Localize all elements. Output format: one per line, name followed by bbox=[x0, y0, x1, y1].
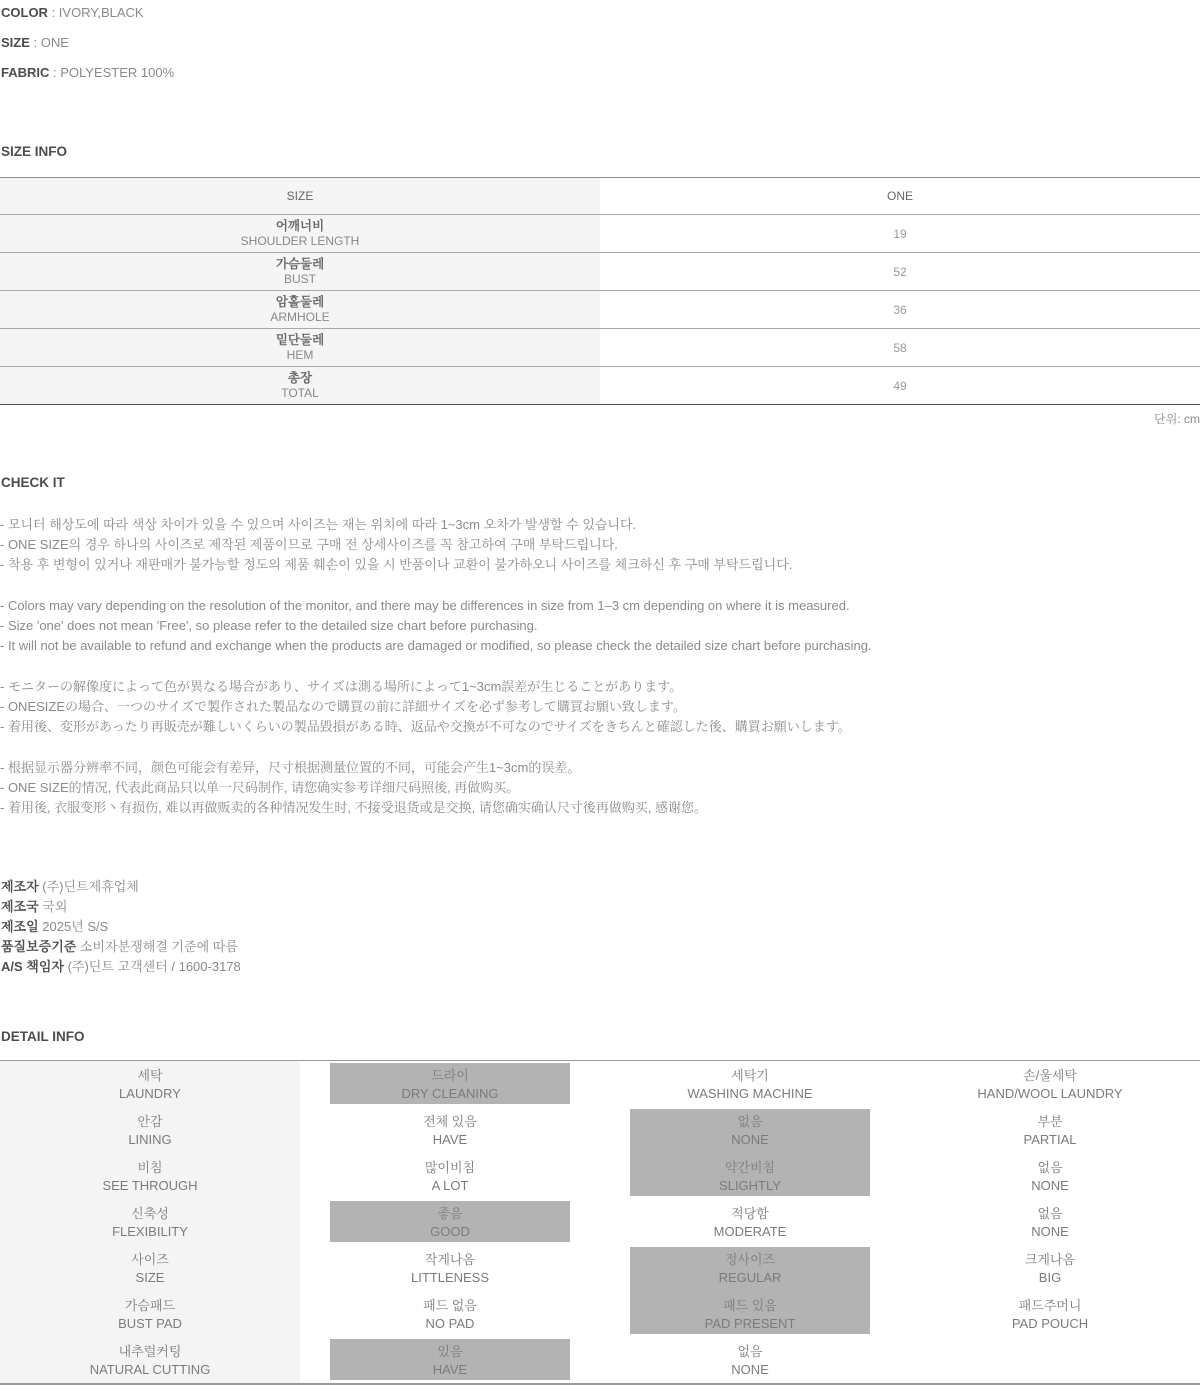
detail-label-english: FLEXIBILITY bbox=[112, 1223, 188, 1239]
detail-option-cell bbox=[300, 1337, 600, 1383]
manufacturer-info bbox=[1, 877, 1200, 977]
product-attribute-label: COLOR bbox=[1, 5, 48, 20]
size-label-english: ARMHOLE bbox=[270, 310, 330, 324]
product-attribute-label: SIZE bbox=[1, 35, 30, 50]
detail-row bbox=[0, 1107, 1200, 1153]
detail-info-heading: DETAIL INFO bbox=[1, 1029, 85, 1044]
manufacturer-line bbox=[1, 937, 1200, 957]
check-note-ko bbox=[0, 515, 1200, 575]
detail-label-english: LINING bbox=[128, 1131, 172, 1147]
manufacturer-line bbox=[1, 917, 1200, 937]
detail-label-english: SIZE bbox=[135, 1269, 165, 1285]
check-note-line: - 根据显示器分辨率不同，颜色可能会有差异，尺寸根据测量位置的不同，可能会产生1~3cm的误差。 bbox=[0, 760, 581, 775]
detail-option-korean: 없음 bbox=[1037, 1159, 1063, 1175]
size-label-cell bbox=[0, 291, 600, 328]
detail-label-english: SEE THROUGH bbox=[102, 1177, 198, 1193]
size-label-korean: 가슴둘레 bbox=[275, 257, 325, 271]
size-label-korean: 밑단둘레 bbox=[275, 333, 325, 347]
detail-option-english: PAD POUCH bbox=[1011, 1315, 1089, 1331]
detail-option-english: BIG bbox=[1038, 1269, 1062, 1285]
manufacturer-value: 국외 bbox=[38, 899, 68, 914]
size-label-english: TOTAL bbox=[281, 386, 319, 400]
size-label-english: HEM bbox=[286, 348, 314, 362]
detail-label-english: BUST PAD bbox=[118, 1315, 182, 1331]
detail-option-korean: 있음 bbox=[437, 1343, 463, 1359]
detail-option-cell bbox=[900, 1199, 1200, 1245]
detail-option-english: LITTLENESS bbox=[410, 1269, 490, 1285]
detail-option-cell bbox=[300, 1107, 600, 1153]
detail-option-cell bbox=[600, 1061, 900, 1107]
manufacturer-line bbox=[1, 897, 1200, 917]
detail-option-korean: 부분 bbox=[1037, 1113, 1063, 1129]
size-table-row bbox=[0, 290, 1200, 328]
size-label-cell bbox=[0, 215, 600, 252]
detail-option-korean: 패드 있음 bbox=[723, 1297, 777, 1313]
check-it-heading: CHECK IT bbox=[1, 475, 65, 490]
detail-option-korean: 손/울세탁 bbox=[1023, 1067, 1077, 1083]
size-value-cell: 58 bbox=[893, 340, 907, 355]
manufacturer-line bbox=[1, 877, 1200, 897]
size-value-cell: 52 bbox=[893, 264, 907, 279]
detail-option-cell bbox=[600, 1153, 900, 1199]
detail-label-cell bbox=[0, 1245, 300, 1291]
size-info-table bbox=[0, 177, 1200, 405]
detail-option-english: NONE bbox=[1031, 1223, 1069, 1239]
size-table-row bbox=[0, 328, 1200, 366]
detail-label-korean: 비침 bbox=[137, 1159, 163, 1175]
size-header-cell: SIZE bbox=[0, 178, 600, 214]
detail-option-cell bbox=[300, 1153, 600, 1199]
product-attribute bbox=[1, 66, 1200, 80]
detail-label-cell bbox=[0, 1291, 300, 1337]
detail-row bbox=[0, 1199, 1200, 1245]
detail-option-korean: 전체 있음 bbox=[423, 1113, 477, 1129]
detail-label-korean: 내추럴커팅 bbox=[118, 1343, 182, 1359]
check-note-line: - Size 'one' does not mean 'Free', so please refer to the detailed size chart before purchasing. bbox=[0, 618, 538, 633]
product-attribute bbox=[1, 6, 1200, 20]
manufacturer-line bbox=[1, 957, 1200, 977]
size-table-row bbox=[0, 214, 1200, 252]
manufacturer-value: (주)딘트제휴업체 bbox=[38, 879, 139, 894]
detail-option-korean: 좋음 bbox=[437, 1205, 463, 1221]
detail-info-grid bbox=[0, 1060, 1200, 1385]
detail-row bbox=[0, 1153, 1200, 1199]
detail-option-korean: 없음 bbox=[737, 1113, 763, 1129]
product-attribute-value: : POLYESTER 100% bbox=[49, 65, 175, 80]
detail-row bbox=[0, 1337, 1200, 1383]
detail-option-cell bbox=[900, 1107, 1200, 1153]
size-info-heading: SIZE INFO bbox=[1, 144, 68, 159]
check-note-en bbox=[0, 596, 1200, 656]
detail-option-korean: 작게나옴 bbox=[424, 1251, 476, 1267]
detail-option-english: PARTIAL bbox=[1023, 1131, 1077, 1147]
size-label-cell bbox=[0, 329, 600, 366]
size-header-value-cell: ONE bbox=[886, 189, 913, 203]
detail-option-english: WASHING MACHINE bbox=[687, 1085, 813, 1101]
check-note-line: - ONESIZEの場合、一つのサイズで製作された製品なので購買の前に詳細サイズを必ず参考して購買お願い致します。 bbox=[0, 699, 686, 714]
detail-option-english: MODERATE bbox=[713, 1223, 787, 1239]
size-label-korean: 암홀둘레 bbox=[275, 295, 325, 309]
detail-option-english: NONE bbox=[731, 1361, 769, 1377]
detail-option-korean: 없음 bbox=[737, 1343, 763, 1359]
detail-label-korean: 안감 bbox=[137, 1113, 163, 1129]
manufacturer-label: 제조자 bbox=[1, 879, 39, 894]
check-note-line: - 着用後, 衣服变形丶有损伤, 难以再做贩卖的各种情况发生时, 不接受退货或是交换, 请您确实确认尺寸後再做购买, 感谢您。 bbox=[0, 800, 708, 815]
check-note-line: - It will not be available to refund and exchange when the products are damaged or modified, so please check the detailed size chart before purchasing. bbox=[0, 638, 872, 653]
detail-option-english: HAVE bbox=[432, 1131, 468, 1147]
detail-option-english: NO PAD bbox=[425, 1315, 475, 1331]
size-label-english: SHOULDER LENGTH bbox=[240, 234, 360, 248]
detail-label-cell bbox=[0, 1061, 300, 1107]
detail-option-cell bbox=[600, 1291, 900, 1337]
detail-label-english: NATURAL CUTTING bbox=[89, 1361, 211, 1377]
size-table-header-row bbox=[0, 178, 1200, 214]
detail-option-english: DRY CLEANING bbox=[401, 1085, 499, 1101]
check-note-line: - 모니터 해상도에 따라 색상 차이가 있을 수 있으며 사이즈는 재는 위치에 따라 1~3cm 오차가 발생할 수 있습니다. bbox=[0, 517, 637, 532]
detail-option-english: HAND/WOOL LAUNDRY bbox=[977, 1085, 1123, 1101]
detail-option-cell bbox=[300, 1061, 600, 1107]
manufacturer-label: 제조일 bbox=[1, 919, 39, 934]
check-note-line: - 着用後、変形があったり再販売が難しいくらいの製品毀損がある時、返品や交換が不可なのでサイズをきちんと確認した後、購買お願いします。 bbox=[0, 719, 851, 734]
check-it-notes bbox=[0, 515, 1200, 818]
detail-option-english: GOOD bbox=[430, 1223, 470, 1239]
check-note-ja bbox=[0, 677, 1200, 737]
product-attribute bbox=[1, 36, 1200, 50]
detail-option-english: A LOT bbox=[431, 1177, 469, 1193]
detail-option-cell bbox=[600, 1107, 900, 1153]
detail-label-cell bbox=[0, 1107, 300, 1153]
manufacturer-label: 품질보증기준 bbox=[1, 939, 77, 954]
detail-option-korean: 정사이즈 bbox=[724, 1251, 776, 1267]
detail-option-cell bbox=[900, 1153, 1200, 1199]
detail-label-korean: 신축성 bbox=[131, 1205, 169, 1221]
detail-label-korean: 사이즈 bbox=[131, 1251, 169, 1267]
detail-option-cell bbox=[600, 1245, 900, 1291]
detail-row bbox=[0, 1061, 1200, 1107]
check-note-line: - Colors may vary depending on the resolution of the monitor, and there may be differences in size from 1–3 cm depending on where it is measured. bbox=[0, 598, 850, 613]
detail-option-cell bbox=[300, 1199, 600, 1245]
detail-option-korean: 약간비침 bbox=[724, 1159, 776, 1175]
manufacturer-value: 소비자분쟁해결 기준에 따름 bbox=[76, 939, 238, 954]
size-label-korean: 총장 bbox=[287, 371, 313, 385]
detail-option-english: HAVE bbox=[432, 1361, 468, 1377]
size-label-cell bbox=[0, 367, 600, 404]
detail-option-english: PAD PRESENT bbox=[704, 1315, 796, 1331]
detail-row bbox=[0, 1245, 1200, 1291]
size-table-row bbox=[0, 366, 1200, 404]
detail-option-cell bbox=[900, 1061, 1200, 1107]
size-label-english: BUST bbox=[283, 272, 316, 286]
detail-label-cell bbox=[0, 1153, 300, 1199]
detail-option-korean: 패드주머니 bbox=[1018, 1297, 1082, 1313]
detail-option-cell bbox=[300, 1245, 600, 1291]
detail-label-english: LAUNDRY bbox=[119, 1085, 181, 1101]
detail-label-cell bbox=[0, 1337, 300, 1383]
check-note-line: - ONE SIZE的情况, 代表此商品只以单一尺码制作, 请您确实参考详细尺码照後, 再做购买。 bbox=[0, 780, 520, 795]
detail-option-cell bbox=[900, 1291, 1200, 1337]
detail-option-english: SLIGHTLY bbox=[719, 1177, 781, 1193]
detail-label-korean: 가슴패드 bbox=[124, 1297, 176, 1313]
detail-option-korean: 드라이 bbox=[431, 1067, 469, 1083]
manufacturer-value: 2025년 S/S bbox=[38, 919, 109, 934]
detail-option-cell bbox=[600, 1199, 900, 1245]
size-value-cell: 19 bbox=[893, 226, 907, 241]
detail-option-korean: 세탁기 bbox=[731, 1067, 769, 1083]
detail-option-english: NONE bbox=[1031, 1177, 1069, 1193]
detail-option-korean: 패드 없음 bbox=[423, 1297, 477, 1313]
detail-label-cell bbox=[0, 1199, 300, 1245]
detail-option-korean: 크게나옴 bbox=[1024, 1251, 1076, 1267]
product-attributes bbox=[0, 6, 1200, 80]
manufacturer-label: A/S 책임자 bbox=[1, 959, 64, 974]
detail-option-english: REGULAR bbox=[718, 1269, 782, 1285]
detail-option-korean: 적당함 bbox=[731, 1205, 769, 1221]
detail-option-korean: 많이비침 bbox=[424, 1159, 476, 1175]
detail-option-cell bbox=[900, 1245, 1200, 1291]
detail-option-english: NONE bbox=[731, 1131, 769, 1147]
unit-note: 단위: cm bbox=[1154, 412, 1200, 426]
detail-option-cell bbox=[300, 1291, 600, 1337]
product-attribute-value: : ONE bbox=[29, 35, 69, 50]
detail-row bbox=[0, 1291, 1200, 1337]
check-note-line: - ONE SIZE의 경우 하나의 사이즈로 제작된 제품이므로 구매 전 상세사이즈를 꼭 참고하여 구매 부탁드립니다. bbox=[0, 537, 618, 552]
check-note-zh bbox=[0, 758, 1200, 818]
detail-option-cell-empty bbox=[900, 1337, 1200, 1383]
detail-option-korean: 없음 bbox=[1037, 1205, 1063, 1221]
size-label-korean: 어깨너비 bbox=[275, 219, 325, 233]
detail-option-cell bbox=[600, 1337, 900, 1383]
size-value-cell: 36 bbox=[893, 302, 907, 317]
product-attribute-label: FABRIC bbox=[1, 65, 50, 80]
size-label-cell bbox=[0, 253, 600, 290]
size-value-cell: 49 bbox=[893, 378, 907, 393]
size-table-row bbox=[0, 252, 1200, 290]
manufacturer-value: (주)딘트 고객센터 / 1600-3178 bbox=[63, 959, 241, 974]
manufacturer-label: 제조국 bbox=[1, 899, 39, 914]
check-note-line: - モニターの解像度によって色が異なる場合があり、サイズは測る場所によって1~3cm誤差が生じることがあります。 bbox=[0, 679, 683, 694]
detail-label-korean: 세탁 bbox=[137, 1067, 163, 1083]
product-attribute-value: : IVORY,BLACK bbox=[47, 5, 144, 20]
check-note-line: - 착용 후 변형이 있거나 재판매가 불가능할 정도의 제품 훼손이 있을 시 반품이나 교환이 불가하오니 사이즈를 체크하신 후 구매 부탁드립니다. bbox=[0, 557, 793, 572]
